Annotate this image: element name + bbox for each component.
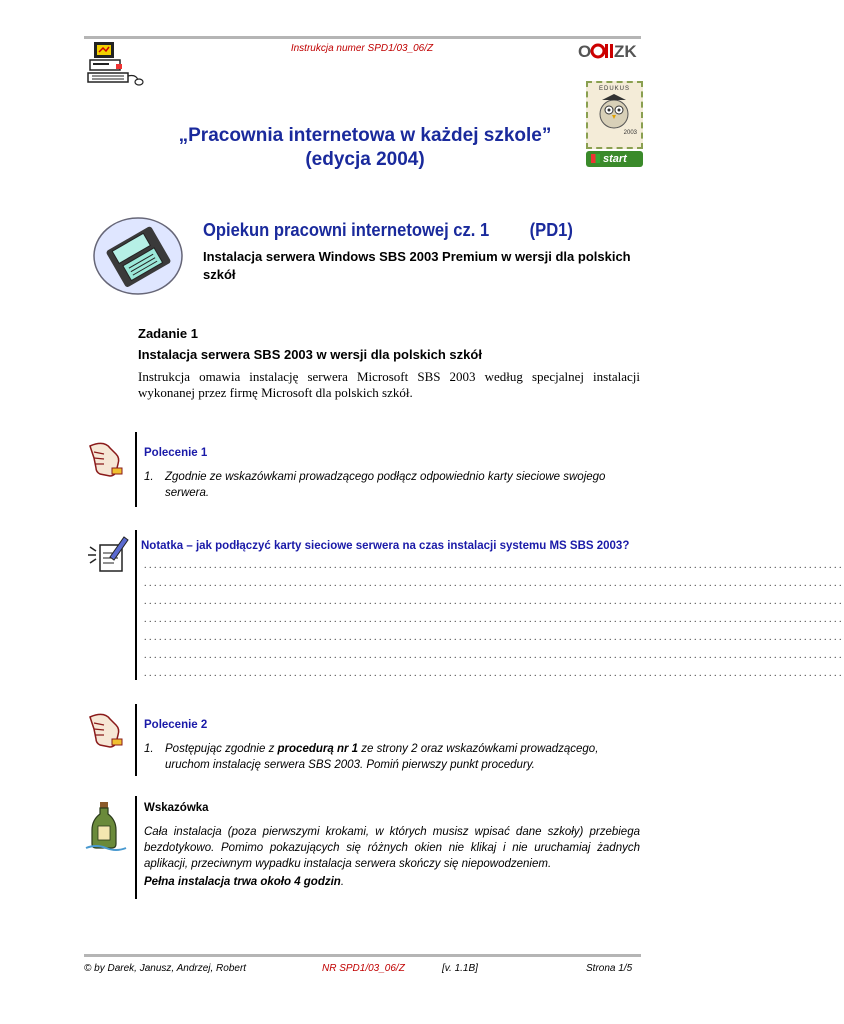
- badge-year: 2003: [623, 130, 637, 136]
- hint-duration: Pełna instalacja trwa około 4 godzin: [144, 876, 341, 888]
- document-reference: Instrukcja numer SPD1/03_06/Z: [290, 43, 434, 54]
- footer-authors: © by Darek, Janusz, Andrzej, Robert: [84, 963, 247, 974]
- command2-text-before: Postępując zgodnie z: [165, 743, 278, 755]
- task-title: Instalacja serwera SBS 2003 w wersji dla polskich szkół: [138, 347, 482, 362]
- floppy-disk-icon: [92, 214, 184, 298]
- note-line-5[interactable]: ............................................................................................................................................: [144, 632, 844, 643]
- title-line-1: „Pracownia internetowa w każdej szkole”: [178, 125, 552, 146]
- note-pencil-icon: [86, 533, 130, 575]
- command1-item: [144, 469, 634, 501]
- footer-doc-number: NR SPD1/03_06/Z: [322, 963, 405, 974]
- pointing-hand-icon: [86, 709, 128, 749]
- footer-version: [v. 1.1B]: [442, 963, 478, 974]
- message-bottle-icon: [84, 800, 128, 852]
- note-bar: [135, 530, 137, 680]
- note-line-4[interactable]: ............................................................................................................................................: [144, 614, 844, 625]
- footer-page-number: Strona 1/5: [586, 963, 633, 974]
- module-description: Instalacja serwera Windows SBS 2003 Premium w wersji dla polskich szkół: [203, 249, 631, 282]
- note-line-6[interactable]: ............................................................................................................................................: [144, 650, 844, 661]
- command2-bar: [135, 704, 137, 776]
- hint-heading: Wskazówka: [144, 802, 209, 814]
- pointing-hand-icon: [86, 438, 128, 478]
- note-line-2[interactable]: ............................................................................................................................................: [144, 578, 844, 589]
- page-title: [130, 124, 600, 172]
- start-label: start: [603, 153, 627, 165]
- command1-bar: [135, 432, 137, 507]
- module-name: Opiekun pracowni internetowej cz. 1: [203, 220, 490, 240]
- command2-heading: Polecenie 2: [144, 719, 208, 731]
- note-line-7[interactable]: ............................................................................................................................................: [144, 668, 844, 679]
- command2-text-after: ze strony 2 oraz wskazówkami prowadzącego, uruchom instalację serwera SBS 2003. Pomiń pierwszy punkt procedury.: [165, 743, 599, 771]
- title-line-2: (edycja 2004): [305, 149, 425, 170]
- svg-text:O: O: [578, 42, 592, 61]
- module-code: (PD1): [529, 220, 573, 240]
- hint-duration-tail: .: [340, 876, 345, 888]
- svg-text:ZK: ZK: [614, 42, 637, 61]
- note-line-3[interactable]: ............................................................................................................................................: [144, 596, 844, 607]
- command2-item-number: 1.: [144, 743, 154, 755]
- footer-rule: [84, 954, 641, 957]
- note-line-1[interactable]: ............................................................................................................................................: [144, 560, 844, 571]
- procedure-reference: procedurą nr 1: [277, 743, 359, 755]
- oeiizk-logo: [578, 40, 640, 62]
- task-description: Instrukcja omawia instalację serwera Microsoft SBS 2003 według specjalnej instalacji wykonanej przez firmę Microsoft dla polskich szkół.: [138, 369, 640, 400]
- computer-icon: [86, 40, 148, 92]
- note-heading: Notatka – jak podłączyć karty sieciowe serwera na czas instalacji systemu MS SBS 2003?: [141, 540, 630, 552]
- command2-item: [144, 741, 634, 773]
- task-number: Zadanie 1: [138, 326, 198, 341]
- module-title: [203, 220, 573, 241]
- command1-item-text: Zgodnie ze wskazówkami prowadzącego podłącz odpowiednio karty sieciowe swojego serwera.: [165, 471, 606, 499]
- hint-bar: [135, 796, 137, 899]
- command1-heading: Polecenie 1: [144, 447, 208, 459]
- hint-emphasis: [144, 874, 640, 890]
- badge-title: EDUKUS: [598, 86, 630, 92]
- header-rule: [84, 36, 641, 39]
- hint-body: Cała instalacja (poza pierwszymi krokami, w których musisz wpisać dane szkoły) przebiega bezdotykowo. Pomimo pokazujących się różnych okien nie klikaj i nie uruchamiaj żadnych aplikacji, przeciwnym wypadku instalacja serwera skończy się niepowodzeniem.: [144, 826, 640, 870]
- command1-item-number: 1.: [144, 471, 154, 483]
